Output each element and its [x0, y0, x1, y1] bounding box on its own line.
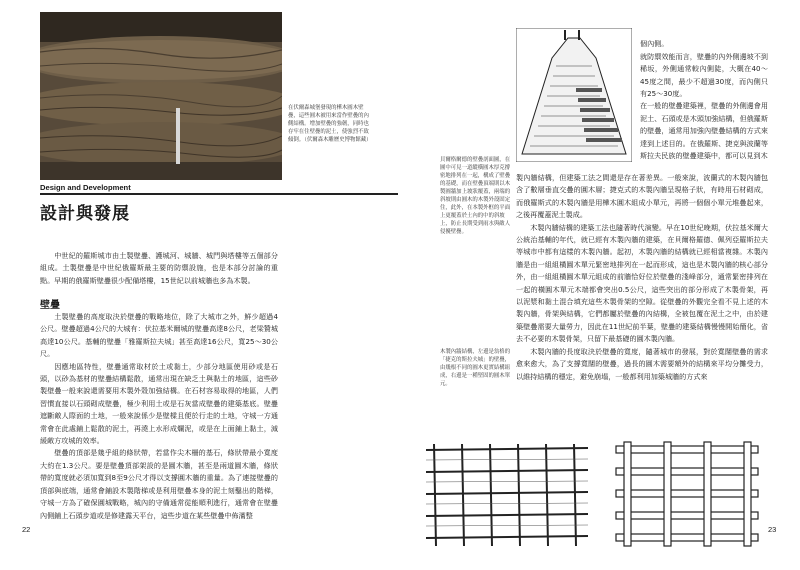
rampart-paragraph-3: 壁疊的頂部是幾乎組的條狀帶，若當作尖木柵的基石，條狀帶最小寬度大約在1.3公尺。要是壁疊頂部架設的是圓木牆，甚至是兩道圓木牆，條狀帶的寬度就必須加寬到8至9公尺才得以支撐圓木牆的重量。為了連接壁疊的頂部與底端，通常會鋪設木製階梯或是利用壁疊本身的泥土刻鑿出的階梯，守城一方為了確保圓城戰略，城內的守備通常從能順利進行，通常會在壁疊內側鋪上石頭步道或是修建露天平台，這些步道在某些壁疊中佈滿整	[40, 448, 278, 520]
section-english-title: Design and Development	[40, 183, 131, 192]
czech-grid-wall-diagram	[422, 440, 592, 550]
section-divider	[40, 193, 398, 195]
cross-section-caption: 貝爾格爾德的壁疊剖面圖，在圖中可見一道縱橫圓木厚克撐密地排列在一起，構成了壁疊的基礎，而在壁疊頂端則以木製圓牆加上坡狀覆蓋，兩端的斜坡則由圓木的木製外殼固定住，此外，在本製外框的平面上更覆蓋於土內的中的斜坡上，防止長期受到雨水與敵人侵擾壁疊。	[440, 157, 511, 235]
right-paragraph-2: 木製內牆結構的建築工法也隨著時代演變。早在10世紀晚期，伏拉基米爾大公統治基輔的年代，就已經有木製內牆的建築，在貝爾格羅德、佩列亞羅斯拉夫等城市中都有這樣的木製內牆。起初，木製內牆的結構就已經相當複雜。木製內牆是由一組組橫圓木單元緊密地排列在一起而形成，這也是木製內牆的核心部分外，由一組組橫圓木單元組成的前牆恰好位於壁疊的淺峰部分，通常緊密排列在一起的橫圓木單元木端都會突出0.5公尺，這些突出的部分形成了木製骨架，再以泥漿和黏土混合填充這些木製骨架的空隙。從壁疊的外觀完全看不見上述的木製內牆，骨架與結構，它們都屬於壁疊的內結構，全被包覆在泥土之中，由於建築壁疊需要大量勞力，因此在11世紀前半葉，壁疊的建築結構慢慢開始簡化，省去不必要的木製骨架，只留下最基礎的圓木製內牆。	[516, 222, 768, 344]
intro-text: 中世紀的羅斯城市由土製壁疊、護城河、城牆、城門與塔樓等五個部分組成。土製壁疊是中世紀俄羅斯最主要的防禦設施，也是本部分討論的重點。早期的俄羅斯壁疊很少配備塔樓，15世紀以前城牆也多為木製。	[40, 251, 278, 285]
right-page	[400, 0, 800, 570]
upper-right-text: 個內側。 就防禦效能而言，壁疊的內外側邊坡不到稀坂，外側通常較內側陡，大概在40～45度之間，最少不超過30度，而內側只有25～30度。 在一般的壁疊建築裡，壁疊的外側邊會用泥土、石頭或是木頭加強結構，但俄羅斯的壁疊，通常用加強內壁疊結構的方式來達到上述目的。在俄羅斯、捷克與波蘭等斯拉夫民族的壁疊建築中，都可以見到木	[640, 39, 768, 161]
page-number-right: 23	[768, 525, 777, 534]
upper-right-column	[640, 26, 768, 172]
log-unit-wall-diagram	[612, 440, 762, 550]
rampart-paragraph-1: 土製壁疊的高度取決於壁疊的戰略地位，除了大城市之外，鮮少超過4公尺。壁疊超過4公尺的大城有：伏拉基米爾城的壁疊高達8公尺，老梁贊城高達10公尺。基輔的壁疊「雅羅斯拉夫城」甚至高達16公尺，寬25～30公尺。	[40, 312, 278, 359]
rampart-paragraph-2: 因應地區特性，壁疊通常取材於土或黏土，少部分地區使用砂或是石頭，以砂為基材的壁疊結構鬆散，通常出現在缺乏土與黏土的地區，這些砂製壁疊一般來說還需要用木製外殼加強結構。在石材容易取得的地區，人們習慣直接以石頭砌成壁疊，極少利用土或是石灰當成壁疊的建築基底。壁疊遮斷敵人際面的土地，一般來說係少是壁樑且便於行走的土地，守城一方通常會在此處鋪上鬆散的泥土，再澆上水形成爛泥，或是在上面鋪上黏土，減緩敵方攻城的效率。	[40, 361, 278, 446]
rampart-body	[40, 311, 278, 533]
log-rampart-photo	[40, 12, 282, 180]
page-number-left: 22	[22, 525, 31, 534]
inner-wall-caption: 木製內牆結構，左邊是翁格的「捷克的斯拉夫城」的壁疊，由幾根不同的圓木更實結構組成，右邊是一種堅固的圓木單元。	[440, 349, 511, 387]
intro-paragraph	[40, 250, 278, 287]
right-paragraph-3: 木製內牆的長度取決於壁疊的寬度，隨著城市的發展，對於寬闊壁疊的需求愈來愈大，為了支撐寬闊的壁疊，過長的圓木需要額外的結構來平均分攤受力，以維持結構的穩定，避免崩塌，一般都利用加築城牆的方式來	[516, 346, 768, 381]
photo-caption: 在伏爾森城堡發現的樺木圓木壁疊，這些圓木被用來當作壁疊的內側結構。增加壁疊的強韌，同時也存牢在住壁疊的泥土，使強烈不致傾倒。（伏爾森木雕歷史博物館藏）	[288, 105, 372, 143]
rampart-subheading: 壁疊	[40, 300, 60, 311]
right-paragraph-1: 製內牆結構，但建築工法之間還是存在著差異。一般來說，波蘭式的木製內牆包含了數層垂直交疊的圓木層；捷克式的木製內牆呈現格子狀，有時用石材砌成，而俄羅斯式的木製內牆是用樺木圓木組成小單元，再將一個個小單元堆疊起來，之後再覆蓋泥土製成。	[516, 173, 768, 220]
rampart-cross-section-diagram	[516, 28, 632, 162]
section-title: 設計與發展	[40, 204, 130, 224]
right-body	[516, 172, 768, 424]
